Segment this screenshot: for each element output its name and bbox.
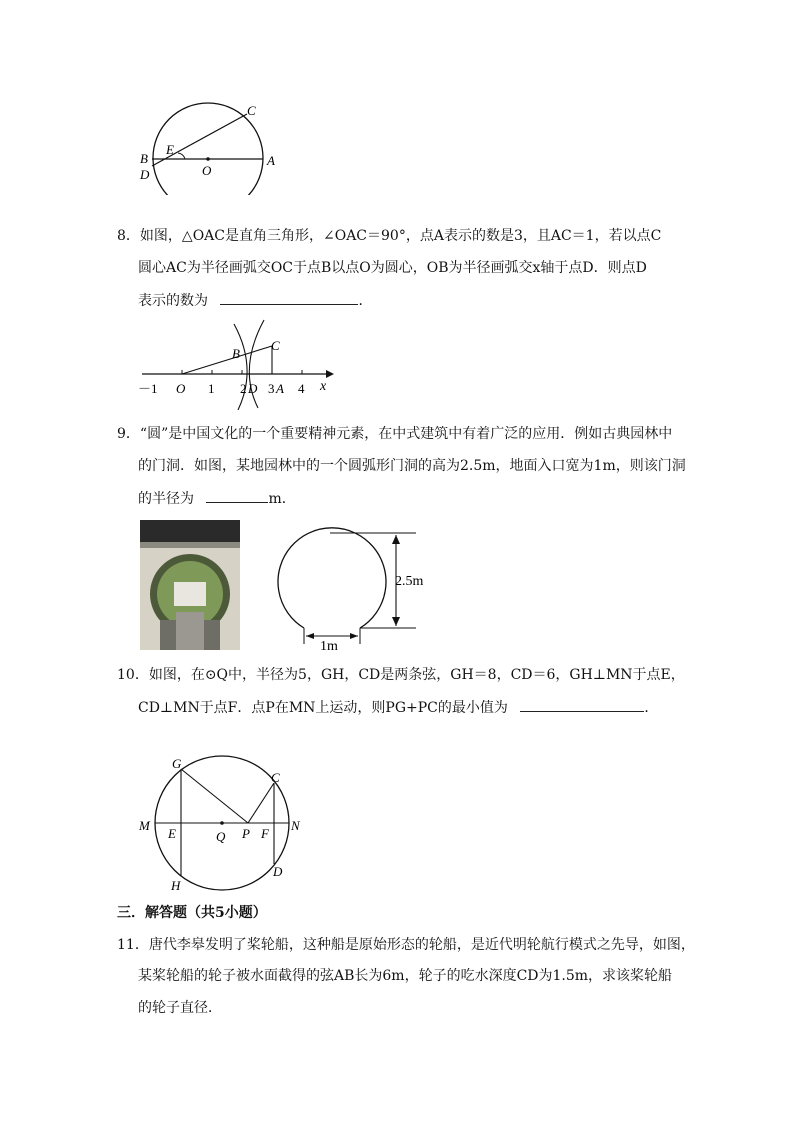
fig10-label-c: C xyxy=(271,770,280,785)
q10-text-2-end: ． xyxy=(644,700,659,716)
arch-door-figure xyxy=(270,522,440,650)
width-label: 1m xyxy=(320,639,338,650)
number-line-figure xyxy=(130,318,340,410)
moon-gate-photo-art xyxy=(140,520,240,650)
fig7-label-c: C xyxy=(247,103,256,118)
tick-4: 4 xyxy=(298,381,305,396)
q8-text-1: 如图，△OAC是直角三角形，∠OAC＝90°，点A表示的数是3，且AC＝1，若以点C xyxy=(139,228,662,244)
fig10-label-g: G xyxy=(172,756,182,771)
fig8-label-c: C xyxy=(271,338,280,353)
circle-chords-figure xyxy=(130,752,310,897)
tick-3: 3 xyxy=(268,381,275,396)
fig7-label-b: B xyxy=(140,151,148,166)
q9-number: 9． xyxy=(117,426,140,442)
q9-answer-blank[interactable] xyxy=(206,488,268,503)
axis-x-label: x xyxy=(320,379,327,394)
q10-text-2: CD⊥MN于点F．点P在MN上运动，则PG+PC的最小值为 xyxy=(138,700,508,716)
q9-line2: 的门洞．如图，某地园林中的一个圆弧形门洞的高为2.5m，地面入口宽为1m，则该门洞 xyxy=(138,458,686,474)
fig10-label-n: N xyxy=(291,818,300,833)
fig10-label-f: F xyxy=(261,826,269,841)
q11-line1 xyxy=(117,935,695,955)
q8-text-3-end: ． xyxy=(358,293,373,309)
fig7-label-d: D xyxy=(140,167,150,182)
q11-line2: 某桨轮船的轮子被水面截得的弦AB长为6m，轮子的吃水深度CD为1.5m，求该桨轮船 xyxy=(138,968,673,984)
height-label: 2.5m xyxy=(395,574,424,589)
fig8-label-b: B xyxy=(232,346,240,361)
section-3-heading: 三．解答题（共5小题） xyxy=(117,905,267,921)
fig7-label-o: O xyxy=(202,163,212,178)
q9-line1 xyxy=(117,424,672,444)
moon-gate-photo xyxy=(140,520,240,650)
q10-answer-blank[interactable] xyxy=(520,697,644,712)
q8-number: 8． xyxy=(117,228,140,244)
fig7-label-e: E xyxy=(166,142,174,157)
q11-number: 11． xyxy=(117,937,149,953)
q11-text-1: 唐代李皋发明了桨轮船，这种船是原始形态的轮船，是近代明轮航行模式之先导，如图， xyxy=(148,937,695,953)
tick-a: A xyxy=(276,381,284,396)
tick-minus1: －1 xyxy=(138,381,158,396)
tick-1: 1 xyxy=(208,381,215,396)
q8-answer-blank[interactable] xyxy=(220,290,358,305)
q8-text-3: 表示的数为 xyxy=(138,293,208,309)
q9-text-3-end: m． xyxy=(268,491,296,507)
tick-o: O xyxy=(176,381,186,396)
q8-line3 xyxy=(138,290,372,311)
q10-number: 10． xyxy=(117,667,149,683)
fig10-label-m: M xyxy=(139,818,150,833)
fig10-label-q: Q xyxy=(216,829,226,844)
q9-text-1: “圆”是中国文化的一个重要精神元素，在中式建筑中有着广泛的应用．例如古典园林中 xyxy=(139,426,673,442)
q10-line1 xyxy=(117,665,685,685)
circle-chord-figure xyxy=(130,95,290,195)
q11-line3: 的轮子直径． xyxy=(138,1000,222,1016)
q10-line2 xyxy=(138,697,658,718)
q10-text-1: 如图，在⊙Q中，半径为5，GH，CD是两条弦，GH＝8，CD＝6，GH⊥MN于点E， xyxy=(148,667,685,683)
fig7-label-a: A xyxy=(267,153,275,168)
q9-line3 xyxy=(138,488,296,509)
fig10-label-h: H xyxy=(171,878,181,893)
q9-text-3: 的半径为 xyxy=(138,491,194,507)
fig10-label-d: D xyxy=(273,864,283,879)
q8-line2: 圆心AC为半径画弧交OC于点B以点O为圆心，OB为半径画弧交x轴于点D．则点D xyxy=(138,260,647,276)
q8-line1 xyxy=(117,226,661,246)
tick-2: 2 xyxy=(240,381,247,396)
tick-d: D xyxy=(248,381,258,396)
fig10-label-e: E xyxy=(168,826,176,841)
fig10-label-p: P xyxy=(242,826,250,841)
